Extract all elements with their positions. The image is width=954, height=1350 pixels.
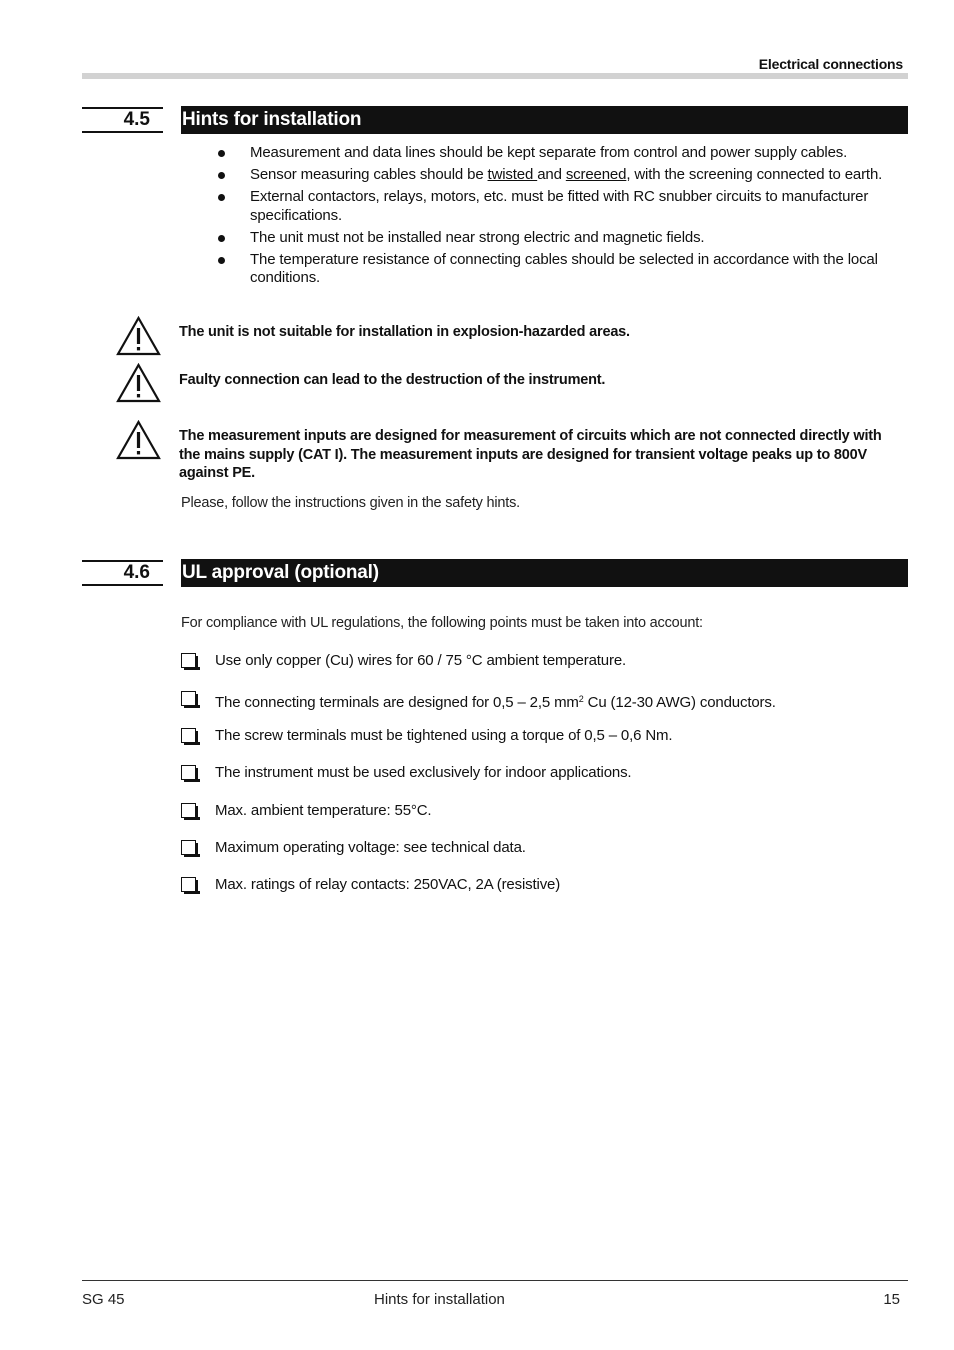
- checkbox-icon: [181, 765, 196, 780]
- footer-doc-name: SG 45: [82, 1291, 125, 1308]
- bullet-icon: [218, 257, 225, 264]
- bullet-icon: [218, 235, 225, 242]
- footer-rule: [82, 1280, 908, 1281]
- warning-text-faulty-connection: Faulty connection can lead to the destruction of the instrument.: [179, 372, 606, 388]
- section-number: 4.5: [82, 107, 163, 133]
- bullet-icon: [218, 194, 225, 201]
- checkbox-icon: [181, 653, 196, 668]
- checkbox-icon: [181, 840, 196, 855]
- warning-text-explosion: The unit is not suitable for installation in explosion-hazarded areas.: [179, 324, 630, 340]
- header-rule: [82, 73, 908, 79]
- list-item: Measurement and data lines should be kept separate from control and power supply cables.: [215, 144, 905, 163]
- installation-hints-list: [215, 144, 905, 291]
- bullet-icon: [218, 150, 225, 157]
- page-number: 15: [883, 1291, 900, 1308]
- warning-text-measurement-inputs: The measurement inputs are designed for measurement of circuits which are not connected directly with the mains supply (CAT I). The measurement inputs are designed for transient voltage peaks up to 800V against PE.: [179, 428, 882, 481]
- section-title-bar: UL approval (optional): [181, 559, 908, 587]
- warning-icon: [116, 316, 161, 356]
- page-header-title: Electrical connections: [758, 56, 903, 72]
- safety-hints-note: Please, follow the instructions given in the safety hints.: [181, 495, 521, 511]
- ul-intro-text: For compliance with UL regulations, the following points must be taken into account:: [181, 615, 703, 631]
- section-title-bar: Hints for installation: [181, 106, 908, 134]
- checkbox-icon: [181, 691, 196, 706]
- warning-icon: [116, 420, 161, 460]
- checkbox-icon: [181, 877, 196, 892]
- bullet-icon: [218, 172, 225, 179]
- list-item: The unit must not be installed near strong electric and magnetic fields.: [215, 229, 905, 248]
- warning-icon: [116, 363, 161, 403]
- checkbox-icon: [181, 728, 196, 743]
- list-item: The temperature resistance of connecting cables should be selected in accordance with the local conditions.: [215, 251, 905, 288]
- list-item: External contactors, relays, motors, etc. must be fitted with RC snubber circuits to manufacturer specifications.: [215, 188, 905, 225]
- list-item: Sensor measuring cables should be twisted and screened, with the screening connected to earth.: [215, 166, 905, 185]
- footer-section-name: Hints for installation: [374, 1291, 505, 1308]
- section-number: 4.6: [82, 560, 163, 586]
- checkbox-icon: [181, 803, 196, 818]
